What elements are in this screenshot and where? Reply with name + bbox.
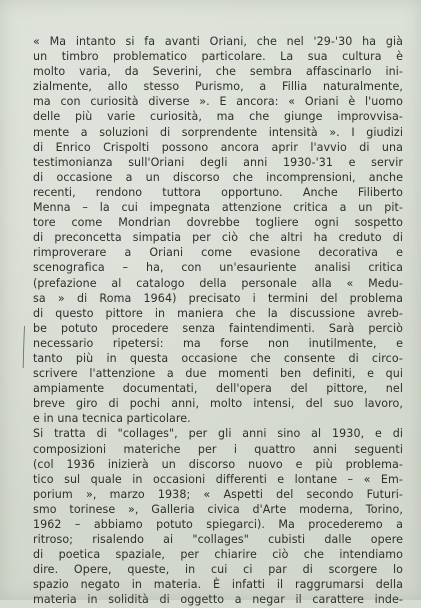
text-line: dire. Opere, queste, in cui ci par di scorgere lo: [33, 563, 403, 577]
text-line: mente a soluzioni di sorprendente intensità ». I giudizi: [33, 125, 403, 139]
text-line: materia in solidità di oggetto a negar il carattere inde-: [33, 593, 403, 607]
text-line: rimproverare a Oriani come evasione decorativa e: [33, 246, 403, 260]
text-line: di questo pittore in maniera che la discussione avreb-: [33, 306, 403, 320]
text-line: tore come Mondrian dovrebbe togliere ogni sospetto: [33, 216, 403, 230]
text-line: ritroso; risalendo ai "collages" cubisti dalle opere: [33, 533, 403, 547]
text-line: molto varia, da Severini, che sembra affascinarlo ini-: [33, 65, 403, 79]
text-line: di occasione a un discorso che incomprensioni, anche: [33, 170, 403, 184]
text-line: breve giro di pochi anni, molto intensi, del suo lavoro,: [33, 397, 403, 411]
text-line: recenti, rendono tuttora opportuno. Anche Filiberto: [33, 185, 403, 199]
text-line: di Enrico Crispolti possono ancora aprir l'avvio di una: [33, 140, 403, 154]
text-line: « Ma intanto si fa avanti Oriani, che nel '29-'30 ha già: [33, 35, 403, 48]
text-line: un timbro problematico particolare. La sua cultura è: [33, 50, 403, 64]
text-line: necessario ripetersi: ma forse non inutilmente, e: [33, 336, 403, 350]
body-text: [33, 34, 403, 608]
text-line: (col 1936 inizierà un discorso nuovo e più problema-: [33, 457, 403, 471]
text-line: smo torinese », Galleria civica d'Arte moderna, Torino,: [33, 502, 403, 516]
text-line: testimonianza sull'Oriani degli anni 1930-'31 e servir: [33, 155, 403, 169]
pencil-margin-mark: [22, 326, 26, 368]
text-line: spazio negato in materia. È infatti il raggrumarsi della: [33, 578, 403, 592]
text-line: e in una tecnica particolare.: [33, 412, 191, 426]
text-line: be potuto procedere senza faintendimenti. Sarà perciò: [33, 321, 403, 335]
text-line: 1962 – abbiamo potuto spiegarci). Ma procederemo a: [33, 518, 403, 531]
text-line: scrivere l'attenzione a due momenti ben definiti, e qui: [33, 367, 403, 381]
text-line: scenografica – ha, con un'esauriente analisi critica: [33, 261, 403, 275]
text-line: tico sul quale in occasioni differenti e lontane – « Em-: [33, 472, 403, 486]
text-line: zialmente, allo stesso Purismo, a Fillia naturalmente,: [33, 80, 403, 94]
text-line: Menna – la cui impegnata attenzione critica a un pit-: [33, 201, 403, 215]
text-line: (prefazione al catalogo della personale alla « Medu-: [33, 276, 403, 290]
text-line: Si tratta di "collages", per gli anni sino al 1930, e di: [33, 427, 403, 441]
text-line: porium », marzo 1938; « Aspetti del secondo Futuri-: [33, 487, 403, 501]
text-line: di preconcetta simpatia per ciò che altri ha creduto di: [33, 231, 403, 245]
text-line: composizioni materiche per i quattro anni seguenti: [33, 442, 403, 456]
text-line: sa » di Roma 1964) precisato i termini del problema: [33, 291, 403, 305]
text-line: di poetica spaziale, per chiarire ciò che intendiamo: [33, 548, 403, 562]
text-line: ma con curiosità diverse ». E ancora: « Oriani è l'uomo: [33, 95, 403, 109]
text-line: tanto più in questa occasione che consente di circo-: [33, 351, 403, 365]
text-line: ampiamente documentati, dell'opera del pittore, nel: [33, 382, 403, 396]
text-line: delle più varie curiosità, ma che giunge improvvisa-: [33, 110, 403, 124]
